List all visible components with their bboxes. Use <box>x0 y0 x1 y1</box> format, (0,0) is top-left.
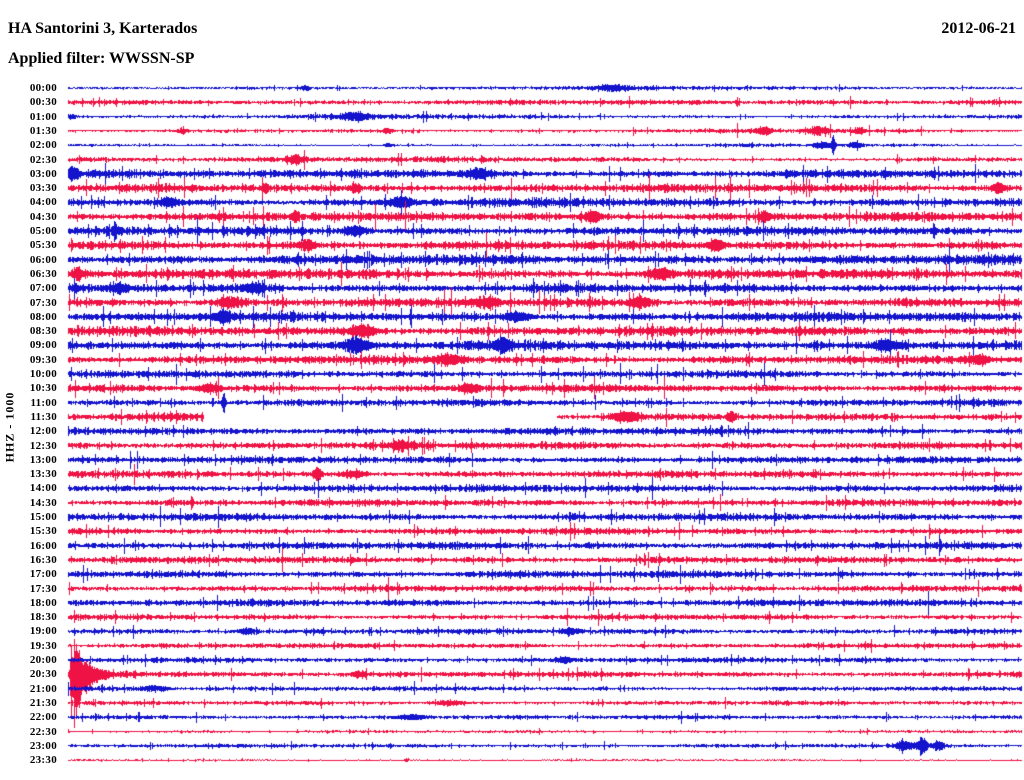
time-label-12:00: 12:00 <box>29 424 57 437</box>
time-label-22:00: 22:00 <box>29 710 57 723</box>
time-label-19:30: 19:30 <box>29 639 57 652</box>
time-label-11:30: 11:30 <box>30 410 57 423</box>
time-label-22:30: 22:30 <box>29 725 57 738</box>
time-label-03:30: 03:30 <box>29 181 57 194</box>
time-label-23:30: 23:30 <box>29 753 57 766</box>
time-label-21:30: 21:30 <box>29 696 57 709</box>
time-label-17:00: 17:00 <box>29 567 57 580</box>
time-label-02:00: 02:00 <box>29 138 57 151</box>
time-label-09:30: 09:30 <box>29 353 57 366</box>
time-label-19:00: 19:00 <box>29 625 57 638</box>
time-label-01:00: 01:00 <box>29 110 57 123</box>
time-label-05:00: 05:00 <box>29 224 57 237</box>
time-label-14:30: 14:30 <box>29 496 57 509</box>
time-label-06:00: 06:00 <box>29 253 57 266</box>
time-label-14:00: 14:00 <box>29 482 57 495</box>
time-label-05:30: 05:30 <box>29 239 57 252</box>
time-label-04:00: 04:00 <box>29 196 57 209</box>
time-label-08:00: 08:00 <box>29 310 57 323</box>
time-label-15:30: 15:30 <box>29 525 57 538</box>
time-label-10:00: 10:00 <box>29 367 57 380</box>
time-label-01:30: 01:30 <box>29 124 57 137</box>
time-label-18:00: 18:00 <box>29 596 57 609</box>
time-label-16:30: 16:30 <box>29 553 57 566</box>
time-label-00:30: 00:30 <box>29 96 57 109</box>
time-label-13:30: 13:30 <box>29 467 57 480</box>
time-label-17:30: 17:30 <box>29 582 57 595</box>
time-label-20:30: 20:30 <box>29 668 57 681</box>
time-label-20:00: 20:00 <box>29 653 57 666</box>
filter-label: Applied filter: WWSSN-SP <box>8 50 195 67</box>
time-label-04:30: 04:30 <box>29 210 57 223</box>
time-label-13:00: 13:00 <box>29 453 57 466</box>
time-label-03:00: 03:00 <box>29 167 57 180</box>
time-label-07:30: 07:30 <box>29 296 57 309</box>
time-label-16:00: 16:00 <box>29 539 57 552</box>
time-label-09:00: 09:00 <box>29 339 57 352</box>
date-label: 2012-06-21 <box>941 20 1016 37</box>
time-label-06:30: 06:30 <box>29 267 57 280</box>
time-label-02:30: 02:30 <box>29 153 57 166</box>
time-label-11:00: 11:00 <box>30 396 57 409</box>
time-label-10:30: 10:30 <box>29 382 57 395</box>
time-label-07:00: 07:00 <box>29 281 57 294</box>
time-label-08:30: 08:30 <box>29 324 57 337</box>
time-label-00:00: 00:00 <box>29 81 57 94</box>
time-label-18:30: 18:30 <box>29 610 57 623</box>
time-label-15:00: 15:00 <box>29 510 57 523</box>
time-label-23:00: 23:00 <box>29 739 57 752</box>
time-label-21:00: 21:00 <box>29 682 57 695</box>
station-title: HA Santorini 3, Karterados <box>8 20 198 37</box>
time-label-12:30: 12:30 <box>29 439 57 452</box>
y-axis-label: HHZ - 1000 <box>2 391 17 463</box>
